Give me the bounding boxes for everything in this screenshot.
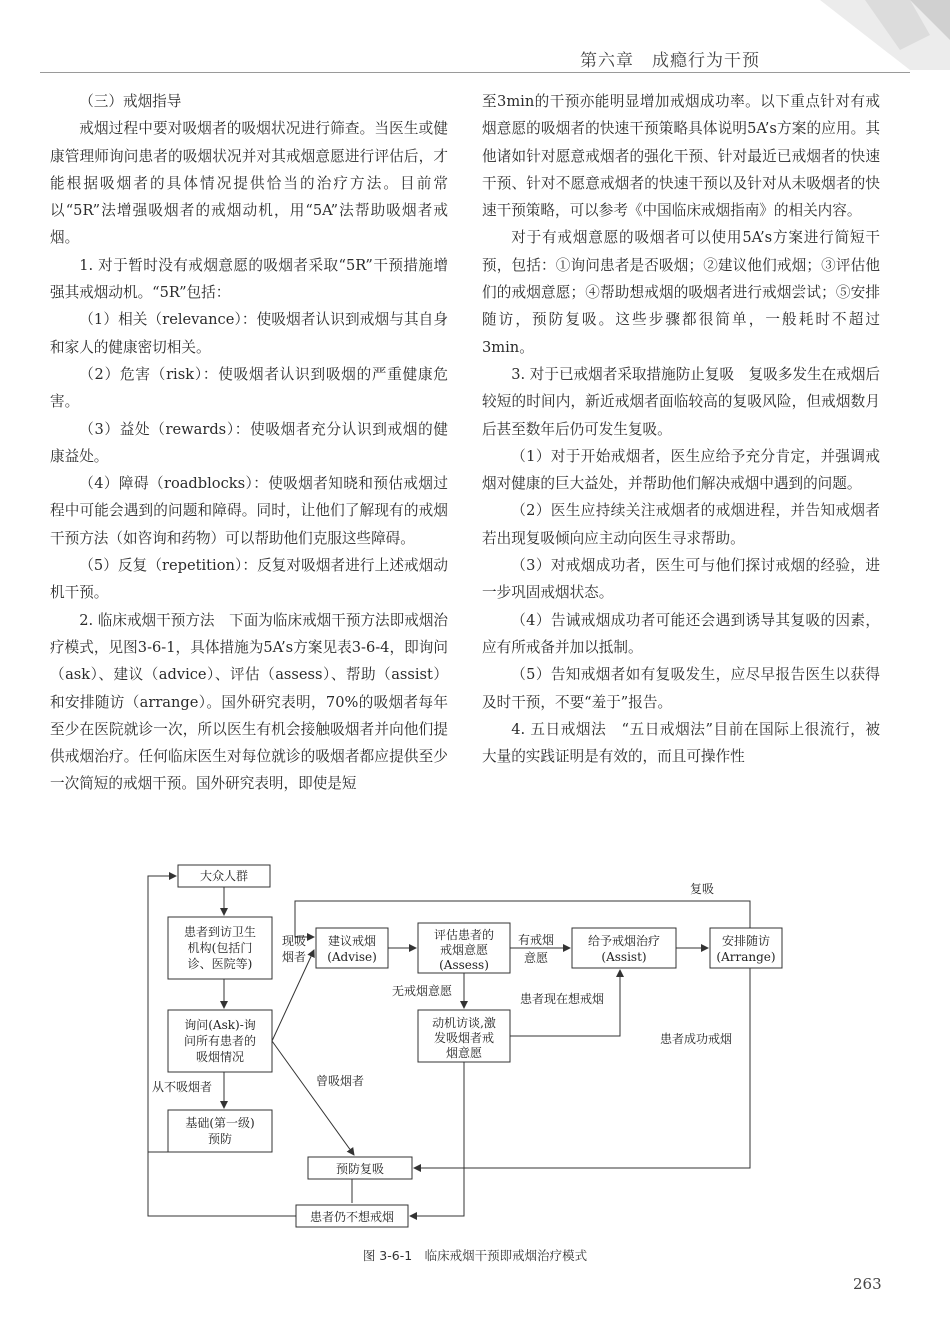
paragraph: （2）医生应持续关注戒烟者的戒烟进程，并告知戒烟者若出现复吸倾向应主动向医生寻求帮助。 <box>482 502 880 547</box>
paragraph: 对于有戒烟意愿的吸烟者可以使用5A’s方案进行简短干预，包括：①询问患者是否吸烟；②建议他们戒烟；③评估他们的戒烟意愿；④帮助想戒烟的吸烟者进行戒烟尝试；⑤安排随访，预防复吸。这些步骤都很简单，一般耗时不超过3min。 <box>482 229 880 356</box>
paragraph: （3）对戒烟成功者，医生可与他们探讨戒烟的经验，进一步巩固戒烟状态。 <box>482 557 880 602</box>
label-prevent: 预防复吸 <box>335 1162 385 1176</box>
label-arrange-1: 安排随访 <box>721 934 771 948</box>
figure-caption: 图 3-6-1 临床戒烟干预即戒烟治疗模式 <box>362 1248 588 1263</box>
label-assist-2: (Assist) <box>601 950 647 964</box>
label-public: 大众人群 <box>199 869 249 883</box>
label-visit-3: 诊、医院等) <box>187 957 253 971</box>
label-visit-1: 患者到访卫生 <box>183 925 257 939</box>
label-assist-1: 给予戒烟治疗 <box>587 934 661 948</box>
flowchart-figure <box>120 855 820 1235</box>
label-advise-2: (Advise) <box>327 950 377 964</box>
paragraph: 戒烟过程中要对吸烟者的吸烟状况进行筛查。当医生或健康管理师询问患者的吸烟状况并对其戒烟意愿进行评估后，才能根据吸烟者的具体情况提供恰当的治疗方法。目前常以“5R”法增强吸烟者的戒烟动机，用“5A”法帮助吸烟者戒烟。 <box>50 120 448 247</box>
paragraph: （1）相关（relevance）：使吸烟者认识到戒烟与其自身和家人的健康密切相关。 <box>50 311 448 356</box>
label-motivate-2: 发吸烟者戒 <box>433 1031 495 1045</box>
label-advise-1: 建议戒烟 <box>327 934 377 948</box>
corner-decoration <box>760 0 950 70</box>
label-ask-3: 吸烟情况 <box>195 1050 245 1064</box>
edge-willing-1: 有戒烟 <box>518 933 555 947</box>
label-primary-2: 预防 <box>207 1132 233 1146</box>
header-rule <box>40 72 910 73</box>
paragraph: 至3min的干预亦能明显增加戒烟成功率。以下重点针对有戒烟意愿的吸烟者的快速干预策略具体说明5A’s方案的应用。其他诸如针对愿意戒烟者的强化干预、针对最近已戒烟者的快速干预、针对不愿意戒烟者的快速干预以及针对从未吸烟者的快速干预策略，可以参考《中国临床戒烟指南》的相关内容。 <box>482 93 880 220</box>
section-heading: （三）戒烟指导 <box>79 93 182 110</box>
label-assess-3: (Assess) <box>439 958 489 972</box>
page-number: 263 <box>853 1275 882 1293</box>
label-motivate-1: 动机访谈,激 <box>432 1016 496 1030</box>
paragraph: （5）反复（repetition）：反复对吸烟者进行上述戒烟动机干预。 <box>50 557 448 602</box>
label-ask-1: 询问(Ask)-询 <box>184 1018 256 1032</box>
label-motivate-3: 烟意愿 <box>445 1046 483 1060</box>
label-ask-2: 问所有患者的 <box>183 1034 257 1048</box>
label-notquit: 患者仍不想戒烟 <box>309 1210 395 1224</box>
edge-current-2: 烟者 <box>282 950 307 964</box>
paragraph: 1. 对于暂时没有戒烟意愿的吸烟者采取“5R”干预措施增强其戒烟动机。“5R”包括： <box>50 256 448 302</box>
edge-current-1: 现吸 <box>282 934 307 948</box>
paragraph: 2. 临床戒烟干预方法 下面为临床戒烟干预方法即戒烟治疗模式，见图3-6-1，具体措施为5A’s方案见表3-6-4，即询问（ask）、建议（advice）、评估（assess）、帮助（assist）和安排随访（arrange）。国外研究表明，70%的吸烟者每年至少在医院就诊一次，所以医生有机会接触吸烟者并向他们提供戒烟治疗。任何临床医生对每位就诊的吸烟者都应提供至少一次简短的戒烟干预。国外研究表明，即使是短 <box>50 611 449 793</box>
label-assess-1: 评估患者的 <box>433 928 495 942</box>
edge-former-smoker: 曾吸烟者 <box>316 1074 365 1088</box>
paragraph: 4. 五日戒烟法 “五日戒烟法”目前在国际上很流行，被大量的实践证明是有效的，而且可操作性 <box>482 720 880 766</box>
edge-relapse: 复吸 <box>690 882 715 896</box>
edge-unwilling: 无戒烟意愿 <box>392 984 453 998</box>
chapter-title: 第六章 成瘾行为干预 <box>580 51 760 71</box>
label-visit-2: 机构(包括门 <box>187 941 253 955</box>
label-arrange-2: (Arrange) <box>716 950 776 964</box>
paragraph: （5）告知戒烟者如有复吸发生，应尽早报告医生以获得及时干预，不要“羞于”报告。 <box>482 666 880 711</box>
paragraph: 3. 对于已戒烟者采取措施防止复吸 复吸多发生在戒烟后较短的时间内，新近戒烟者面临较高的复吸风险，但戒烟数月后甚至数年后仍可发生复吸。 <box>482 365 881 438</box>
paragraph: （3）益处（rewards）：使吸烟者充分认识到戒烟的健康益处。 <box>50 420 448 465</box>
edge-success: 患者成功戒烟 <box>660 1032 733 1046</box>
left-column <box>50 88 448 798</box>
edge-never-smoked: 从不吸烟者 <box>152 1080 213 1094</box>
paragraph: （2）危害（risk）：使吸烟者认识到吸烟的严重健康危害。 <box>50 365 448 411</box>
paragraph: （1）对于开始戒烟者，医生应给予充分肯定，并强调戒烟对健康的巨大益处，并帮助他们解决戒烟中遇到的问题。 <box>482 447 880 493</box>
edge-willing-2: 意愿 <box>524 951 549 965</box>
paragraph: （4）障碍（roadblocks）：使吸烟者知晓和预估戒烟过程中可能会遇到的问题和障碍。同时，让他们了解现有的戒烟干预方法（如咨询和药物）可以帮助他们克服这些障碍。 <box>50 475 448 547</box>
right-column <box>482 88 880 770</box>
label-primary-1: 基础(第一级) <box>185 1116 255 1130</box>
paragraph: （4）告诫戒烟成功者可能还会遇到诱导其复吸的因素，应有所戒备并加以抵制。 <box>482 611 880 656</box>
edge-now-want: 患者现在想戒烟 <box>520 992 605 1006</box>
label-assess-2: 戒烟意愿 <box>439 943 489 957</box>
flowchart <box>120 855 820 1235</box>
